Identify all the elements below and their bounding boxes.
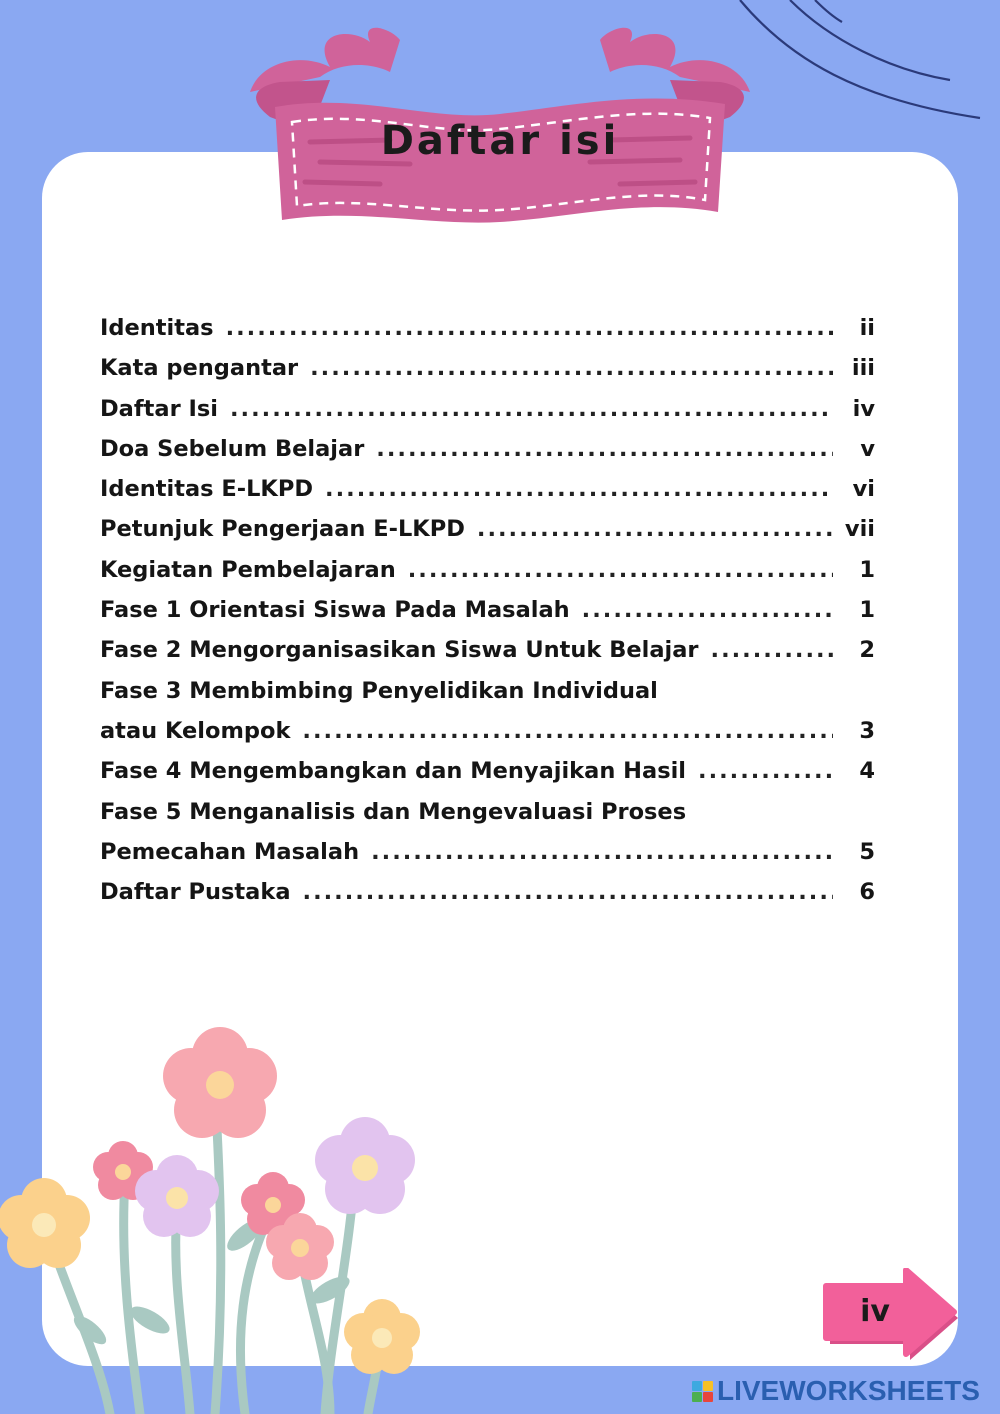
toc-entry[interactable] [100,872,875,912]
toc-entry-page: 2 [859,637,875,664]
toc-entry-page: 5 [859,838,875,865]
toc-leader-dots [303,872,833,912]
toc-leader-dots [711,630,833,670]
toc-entry-page: iii [851,355,875,382]
toc-entry-page: 4 [859,758,875,785]
toc-leader-dots [698,751,833,791]
toc-leader-dots [582,590,833,630]
toc-entry-page: vi [852,476,875,503]
toc-leader-dots [408,550,833,590]
toc-entry-label: Kegiatan Pembelajaran [100,556,396,583]
toc-entry[interactable] [100,671,875,711]
toc-entry[interactable] [100,832,875,872]
toc-entry-page: 6 [859,879,875,906]
toc-leader-dots [230,389,833,429]
toc-entry-label: Kata pengantar [100,355,299,382]
toc-entry[interactable] [100,550,875,590]
toc-entry-label: Identitas E-LKPD [100,476,314,503]
liveworksheets-logo[interactable] [692,1376,980,1406]
toc-entry-label: Fase 5 Menganalisis dan Mengevaluasi Proses [100,798,687,825]
toc-entry[interactable] [100,389,875,429]
toc-entry-label: Doa Sebelum Belajar [100,435,365,462]
toc-entry[interactable] [100,308,875,348]
toc-entry[interactable] [100,348,875,388]
toc-entry-page: ii [859,315,875,341]
toc-entry-label: Fase 1 Orientasi Siswa Pada Masalah [100,597,570,624]
toc-entry-page: 1 [859,556,875,583]
toc-entry[interactable] [100,792,875,832]
toc-leader-dots [371,832,833,872]
brand-name: LIVEWORKSHEETS [717,1375,980,1406]
toc-entry[interactable] [100,509,875,549]
toc-entry-label: atau Kelompok [100,717,291,744]
toc-entry-page: vii [844,516,875,543]
toc-entry[interactable] [100,469,875,509]
toc-entry-page: 3 [859,717,875,744]
toc-entry-label: Identitas [100,315,214,341]
toc-entry[interactable] [100,630,875,670]
flower-illustration-icon [0,1020,460,1414]
table-of-contents [100,308,875,912]
toc-entry[interactable] [100,711,875,751]
toc-leader-dots [477,509,833,549]
toc-entry-label: Fase 3 Membimbing Penyelidikan Individual [100,677,658,704]
toc-leader-dots [376,429,833,469]
toc-entry[interactable] [100,590,875,630]
toc-leader-dots [302,711,833,751]
liveworksheets-logo-icon [692,1381,713,1402]
toc-entry-page: iv [852,395,875,422]
toc-entry[interactable] [100,751,875,791]
toc-entry-label: Daftar Pustaka [100,879,291,906]
toc-entry-label: Fase 4 Mengembangkan dan Menyajikan Hasil [100,758,687,785]
toc-leader-dots [226,308,833,348]
toc-entry-label: Petunjuk Pengerjaan E-LKPD [100,516,465,543]
page-title: Daftar isi [380,118,620,164]
toc-leader-dots [310,348,833,388]
toc-entry-page: v [860,435,875,462]
toc-entry[interactable] [100,429,875,469]
toc-leader-dots [325,469,833,509]
toc-entry-page: 1 [859,597,875,624]
toc-entry-label: Pemecahan Masalah [100,838,360,865]
toc-entry-label: Fase 2 Mengorganisasikan Siswa Untuk Belajar [100,637,699,664]
page-number: iv [860,1294,890,1329]
toc-entry-label: Daftar Isi [100,395,218,422]
